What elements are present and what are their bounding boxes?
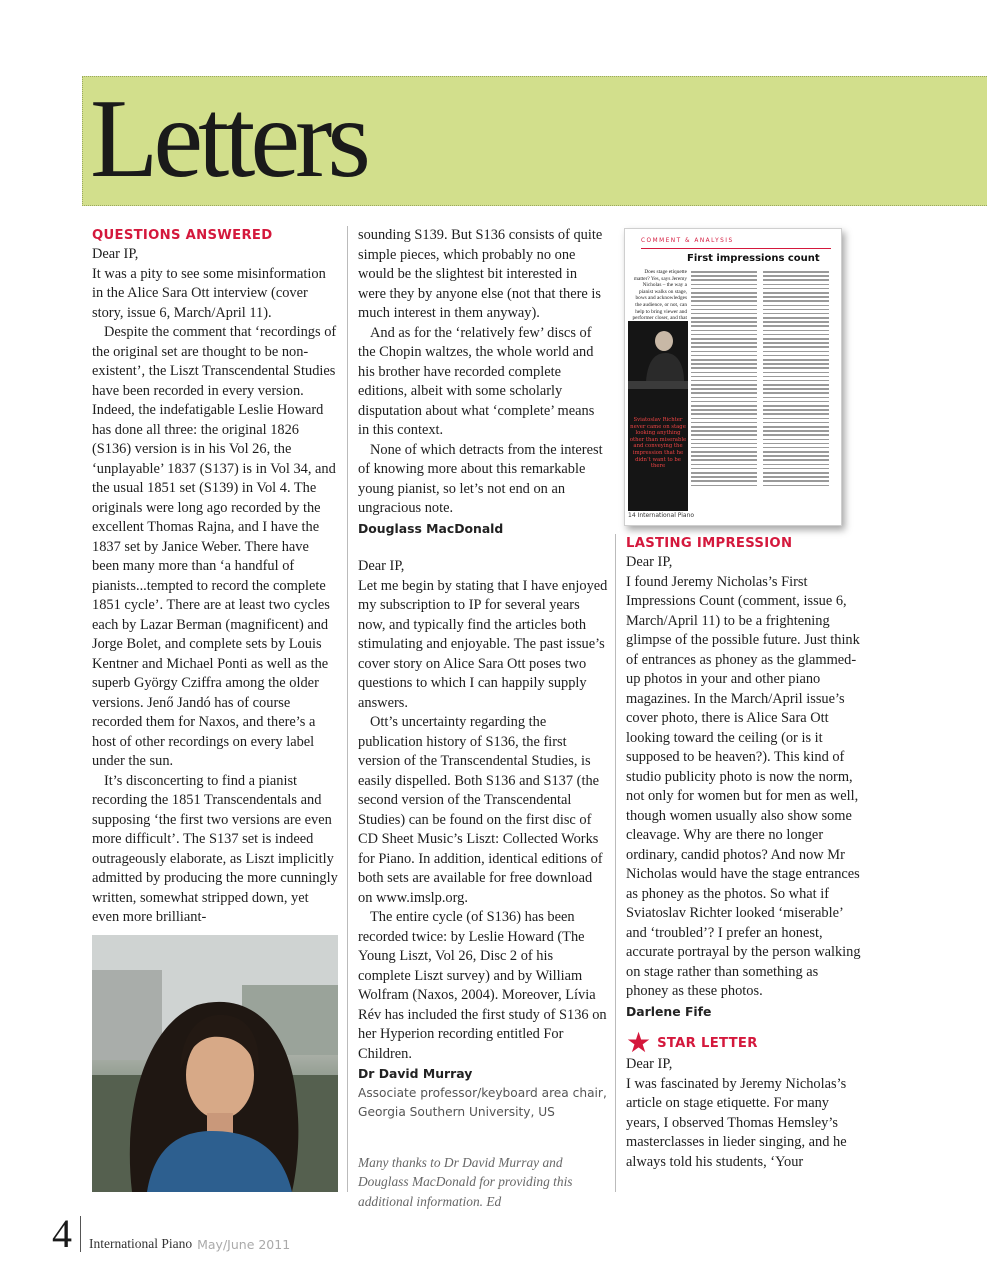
thumbnail-pullquote: Does stage etiquette matter? Yes, says Jeremy Nicholas – the way a pianist walks on stage, bows and acknowledges the audience, or not, can help to bring viewer and performer closer, and that: [632, 269, 687, 322]
salutation: Dear IP,: [358, 558, 405, 574]
page-number: 4: [52, 1211, 72, 1256]
thumbnail-kicker: COMMENT & ANALYSIS: [641, 238, 734, 244]
signature: Darlene Fife: [626, 1003, 712, 1019]
star-letter-heading: [626, 1026, 862, 1059]
column-divider: [347, 226, 348, 1192]
paragraph: I found Jeremy Nicholas’s First Impressions Count (comment, issue 6, March/April 11) to be a frightening glimpse of the possible future. Just think of entrances as phoney as the glammed-up photos in your and other piano magazines. In the March/April issue’s cover photo, there is Alice Sara Ott looking toward the ceiling (or is it supposed to be heaven?). This kind of studio publicity photo is now the norm, not only for women but for men as well, though women usually also show some cleavage. Why are there no longer ordinary, candid photos? And now Mr Nicholas would have the stage entrances as phoney as the photos. So what if Sviatoslav Richter looked ‘miserable’ and ‘troubled’? I prefer an honest, accurate portrayal by the person walking on stage rather than something as phoney as these photos.: [626, 573, 861, 999]
column-1: [92, 226, 338, 928]
column-divider: [615, 534, 616, 1192]
article-thumbnail: [624, 228, 842, 526]
letter-heading: LASTING IMPRESSION: [626, 536, 793, 551]
thumbnail-title: First impressions count: [687, 253, 820, 264]
paragraph: Let me begin by stating that I have enjoyed my subscription to IP for several years now, and typically find the articles both stimulating and enjoyable. The past issue’s cover story on Alice Sara Ott poses two questions to which I can happily supply answers.: [358, 577, 608, 711]
page-footer: [52, 1211, 291, 1256]
portrait-illustration: [92, 935, 338, 1192]
salutation: Dear IP,: [626, 554, 673, 570]
column-2: [358, 226, 608, 1211]
magazine-name: International Piano: [89, 1236, 193, 1251]
issue-date: May/June 2011: [197, 1237, 291, 1252]
editor-note: Many thanks to Dr David Murray and Douglass MacDonald for providing this additional information. Ed: [358, 1154, 573, 1209]
paragraph: It’s disconcerting to find a pianist recording the 1851 Transcendentals and supposing ‘the first two versions are even more difficult’. The S137 set is indeed outrageously elaborate, as Liszt implicitly admitted by producing the more cunningly written, somewhat stripped down, yet even more brilliant-: [92, 772, 338, 925]
pianist-silhouette: [628, 321, 688, 417]
thumbnail-text-column: [763, 271, 829, 489]
paragraph: It was a pity to see some misinformation in the Alice Sara Ott interview (cover story, issue 6, March/April 11).: [92, 265, 326, 321]
column-3: [626, 534, 862, 1172]
star-icon: ★: [626, 1026, 652, 1059]
paragraph: I was fascinated by Jeremy Nicholas’s article on stage etiquette. For many years, I observed Thomas Hemsley’s masterclasses in lieder singing, and he always told his students, ‘Your: [626, 1075, 847, 1170]
signature: Dr David Murray: [358, 1066, 473, 1081]
letter-heading: STAR LETTER: [657, 1035, 758, 1051]
signature-title: Associate professor/keyboard area chair, Georgia Southern University, US: [358, 1085, 607, 1119]
thumbnail-magazine: International Piano: [637, 512, 695, 519]
signature: Douglass MacDonald: [358, 520, 504, 536]
thumbnail-caption: Sviatoslav Richter never came on stage looking anything other than miserable and conveying the impression that he didn’t want to be there: [629, 417, 687, 470]
thumbnail-photo: [628, 321, 688, 511]
thumbnail-page-number: 14: [628, 512, 636, 519]
salutation: Dear IP,: [626, 1056, 673, 1072]
letter-heading: QUESTIONS ANSWERED: [92, 228, 273, 243]
page-title: Letters: [90, 77, 366, 201]
paragraph: And as for the ‘relatively few’ discs of the Chopin waltzes, the whole world and his brother have recorded complete editions, albeit with some scholarly disputation about what ‘complete’ means in this context.: [358, 324, 595, 438]
thumbnail-text-column: [691, 271, 757, 489]
masthead-banner: [82, 76, 987, 206]
paragraph: Ott’s uncertainty regarding the publication history of S136, the first version of the Transcendental Studies, is easily dispelled. Both S136 and S137 (the second version of the Transcendental Studies) can be found on the first disc of CD Sheet Music’s Liszt: Collected Works for Piano. In addition, identical editions of both sets are available for free download on www.imslp.org.: [358, 714, 603, 906]
thumbnail-footer: [628, 512, 694, 519]
paragraph: The entire cycle (of S136) has been recorded twice: by Leslie Howard (The Young Liszt, Vol 26, Disc 2 of his complete Liszt survey) and by William Wolfram (Naxos, 2004). Moreover, Lívia Rév has included the first study of S136 on her Hyperion recording entitled For Children.: [358, 909, 607, 1062]
salutation: Dear IP,: [92, 246, 139, 262]
paragraph: Despite the comment that ‘recordings of the original set are thought to be non-existent’, the Liszt Transcendental Studies have been recorded in every version. Indeed, the indefatigable Leslie Howard has done all three: the original 1826 (S136) version is in his Vol 26, the ‘unplayable’ 1837 (S137) is in Vol 34, and the usual 1851 set (S139) in Vol 4. The originals were long ago recorded by the excellent Thomas Rajna, and I have the 1837 set by Janice Weber. There have been many more than ‘a handful of pianists...tempted to record the complete 1851 cycle’. There are at least two cycles each by Lazar Berman (magnificent) and Jorge Bolet, and complete sets by Louis Kentner and Michael Ponti as well as the superb György Cziffra among the older versions. Jenő Jandó has of course recorded them for Naxos, and there’s a host of other recordings on every label under the sun.: [92, 324, 337, 769]
portrait-photo: [92, 935, 338, 1192]
paragraph: sounding S139. But S136 consists of quite simple pieces, which probably no one would be the slightest bit interested in were they by anyone else (not that there is much interest in them anyway).: [358, 227, 603, 321]
paragraph: None of which detracts from the interest of knowing more about this remarkable young pianist, so let’s not end on an ungracious note.: [358, 441, 603, 516]
